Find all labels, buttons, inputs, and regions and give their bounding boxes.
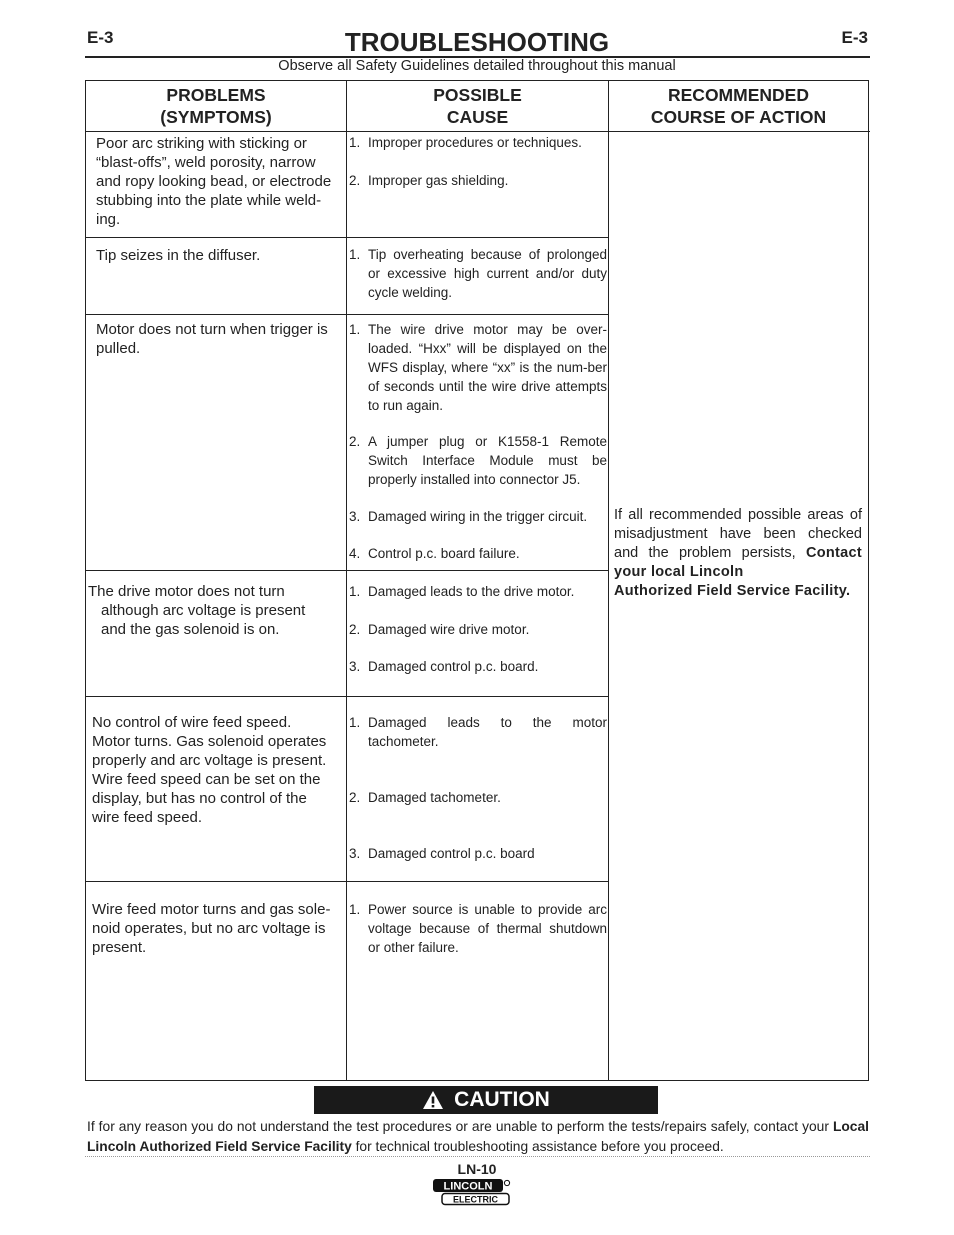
column-header-cause-line1: POSSIBLE: [433, 85, 522, 105]
cause-item: [349, 171, 607, 190]
symptom-line: wire feed speed.: [92, 809, 203, 826]
symptom-cell: [96, 134, 344, 229]
cause-number: 2.: [349, 434, 361, 449]
logo-top-text: LINCOLN: [443, 1180, 493, 1193]
cause-item: [349, 582, 607, 601]
model-number: LN-10: [457, 1161, 497, 1177]
symptom-line: Motor turns. Gas solenoid operates: [92, 733, 327, 750]
cause-text: Damaged wire drive motor.: [368, 622, 530, 637]
symptom-line: present.: [92, 939, 147, 956]
symptom-line: properly and arc voltage is present.: [92, 752, 327, 769]
symptom-line: noid operates, but no arc voltage is: [92, 920, 326, 937]
row-divider: [85, 237, 608, 238]
action-facility-text: Authorized Field Service Facility.: [614, 583, 851, 599]
cause-number: 1.: [349, 584, 361, 599]
symptom-line: The drive motor does not turn: [88, 583, 285, 600]
symptom-cell: [88, 582, 344, 639]
symptom-line: although arc voltage is present: [101, 602, 306, 619]
cause-number: 3.: [349, 659, 361, 674]
column-divider-1: [346, 80, 347, 1081]
footer-divider: [85, 1156, 870, 1157]
cause-number: 1.: [349, 715, 361, 730]
column-header-problems: [86, 80, 346, 132]
row-divider: [85, 314, 608, 315]
cause-text: Power source is unable to provide arc voltage because of thermal shutdown or other failure.: [368, 902, 607, 955]
cause-text: A jumper plug or K1558-1 Remote Switch Interface Module must be properly installed into connector J5.: [368, 434, 607, 487]
column-header-problems-line2: (SYMPTOMS): [160, 107, 272, 127]
caution-text-part: for technical troubleshooting assistance before you proceed.: [351, 1139, 724, 1154]
symptom-line: “blast-offs”, weld porosity, narrow: [96, 154, 316, 171]
cause-number: 3.: [349, 846, 361, 861]
column-header-action-line2: COURSE OF ACTION: [650, 107, 827, 127]
symptom-line: No control of wire feed speed.: [92, 714, 292, 731]
cause-text: Damaged leads to the motor tachometer.: [368, 715, 607, 749]
caution-banner: [314, 1086, 658, 1114]
cause-number: 1.: [349, 247, 361, 262]
cause-text: Control p.c. board failure.: [368, 546, 520, 561]
cause-item: [349, 620, 607, 639]
warning-icon: [422, 1090, 444, 1110]
row-divider: [85, 696, 608, 697]
action-text: If all recommended possible areas of misadjustment have been checked and the problem persists,: [614, 507, 862, 561]
cause-text: Tip overheating because of prolonged or excessive high current and/or duty cycle welding.: [368, 247, 607, 300]
symptom-line: Wire feed motor turns and gas sole-: [92, 901, 331, 918]
cause-text: Damaged leads to the drive motor.: [368, 584, 575, 599]
column-header-action-line1: RECOMMENDED: [668, 85, 809, 105]
caution-text-bold: Local Lincoln Authorized Field Service Facility: [87, 1119, 869, 1154]
cause-item: [349, 544, 607, 563]
symptom-line: display, but has no control of the: [92, 790, 307, 807]
column-header-cause-line2: CAUSE: [446, 107, 509, 127]
symptom-line: pulled.: [96, 340, 141, 357]
cause-text: Improper gas shielding.: [368, 173, 509, 188]
page-code-right: E-3: [841, 28, 868, 47]
cause-text: The wire drive motor may be over-loaded. “Hxx” will be displayed on the WFS display, where “xx” is the num-ber of seconds until the wire drive attempts to run again.: [368, 322, 607, 413]
column-header-cause: [347, 80, 608, 132]
cause-number: 1.: [349, 322, 361, 337]
symptom-line: stubbing into the plate while weld-: [96, 192, 322, 209]
symptom-cell: [92, 900, 344, 957]
cause-number: 1.: [349, 902, 361, 917]
cause-item: [349, 788, 607, 807]
cause-text: Damaged tachometer.: [368, 790, 501, 805]
caution-label: CAUTION: [454, 1088, 550, 1111]
row-divider: [85, 881, 608, 882]
cause-text: Damaged control p.c. board.: [368, 659, 539, 674]
cause-text: Improper procedures or techniques.: [368, 135, 582, 150]
cause-item: [349, 245, 607, 302]
cause-number: 1.: [349, 135, 361, 150]
cause-item: [349, 432, 607, 489]
page-code-left: E-3: [87, 28, 114, 47]
cause-number: 2.: [349, 622, 361, 637]
symptom-cell: [92, 713, 344, 827]
symptom-line: ing.: [96, 211, 121, 228]
row-divider: [85, 570, 608, 571]
cause-item: [349, 320, 607, 415]
recommended-action: [614, 506, 862, 601]
cause-number: 4.: [349, 546, 361, 561]
symptom-line: Wire feed speed can be set on the: [92, 771, 321, 788]
symptom-cell: [96, 246, 344, 265]
column-divider-2: [608, 80, 609, 1081]
cause-number: 2.: [349, 790, 361, 805]
page-title: TROUBLESHOOTING: [344, 27, 610, 57]
lincoln-electric-logo: [432, 1178, 512, 1208]
caution-text-part: If for any reason you do not understand the test procedures or are unable to perform the tests/repairs safely, contact your: [87, 1119, 829, 1134]
cause-number: 3.: [349, 509, 361, 524]
cause-item: [349, 900, 607, 957]
cause-item: [349, 844, 607, 863]
cause-item: [349, 507, 607, 526]
symptom-line: and ropy looking bead, or electrode: [96, 173, 332, 190]
symptom-line: Motor does not turn when trigger is: [96, 321, 328, 338]
caution-text: [87, 1117, 869, 1157]
symptom-line: Poor arc striking with sticking or: [96, 135, 307, 152]
symptom-cell: [96, 320, 344, 358]
cause-text: Damaged control p.c. board: [368, 846, 535, 861]
safety-note: Observe all Safety Guidelines detailed throughout this manual: [278, 58, 676, 74]
symptom-line: and the gas solenoid is on.: [101, 621, 280, 638]
logo-bottom-text: ELECTRIC: [453, 1194, 498, 1205]
action-contact-text: Contact your local Lincoln: [614, 545, 863, 580]
cause-item: [349, 133, 607, 152]
cause-text: Damaged wiring in the trigger circuit.: [368, 509, 588, 524]
cause-item: [349, 713, 607, 751]
column-header-problems-line1: PROBLEMS: [166, 85, 266, 105]
symptom-line: Tip seizes in the diffuser.: [96, 247, 261, 264]
cause-item: [349, 657, 607, 676]
cause-number: 2.: [349, 173, 361, 188]
column-header-action: [609, 80, 868, 132]
